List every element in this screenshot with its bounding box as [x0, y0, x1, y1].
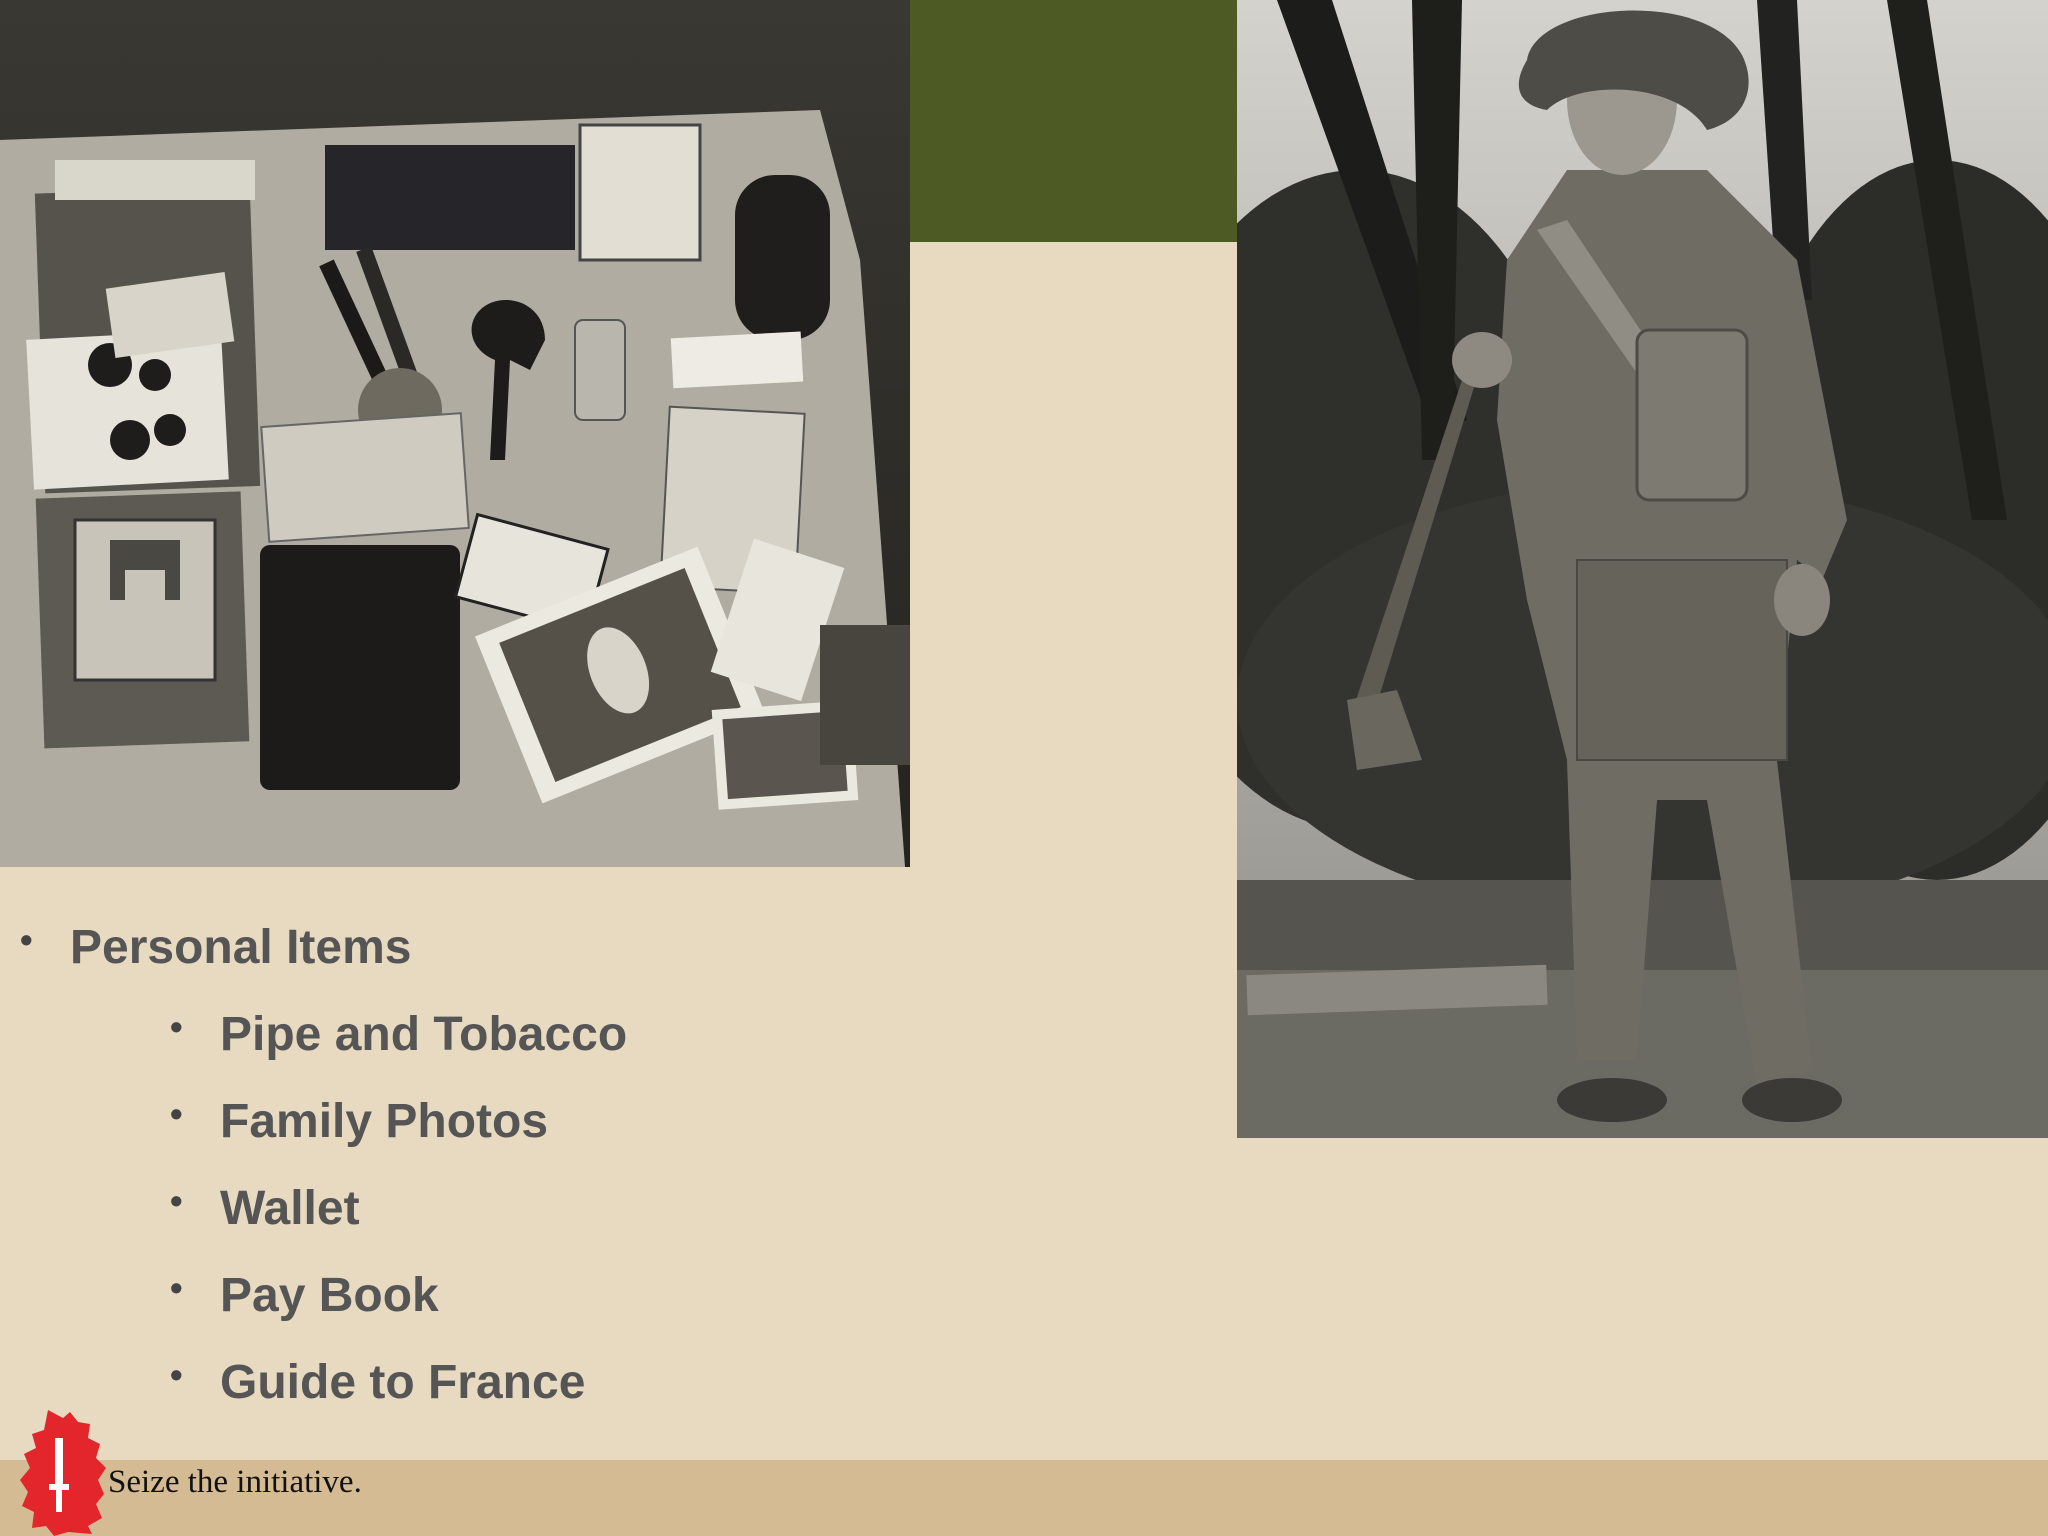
soldier-photo-illustration — [1237, 0, 2048, 1138]
accent-block — [910, 0, 1237, 242]
list-item — [170, 1094, 548, 1149]
list-item — [170, 1007, 627, 1062]
bullet-dot: • — [170, 1005, 183, 1047]
list-item-text: Guide to France — [220, 1356, 586, 1409]
bullet-dot: • — [170, 1266, 183, 1308]
bullet-dot: • — [170, 1179, 183, 1221]
list-heading — [20, 920, 411, 975]
list-item — [170, 1181, 360, 1236]
personal-items-photo-illustration — [0, 0, 910, 867]
bullet-dot: • — [170, 1353, 183, 1395]
bullet-dot: • — [170, 1092, 183, 1134]
logo-graphic — [18, 1408, 108, 1536]
list-item — [170, 1355, 585, 1410]
list-item-text: Pipe and Tobacco — [220, 1008, 628, 1061]
list-item — [170, 1268, 439, 1323]
footer-tagline: Seize the initiative. — [108, 1464, 362, 1500]
list-item-text: Wallet — [220, 1182, 360, 1235]
personal-items-photo — [0, 0, 910, 867]
list-heading-text: Personal Items — [70, 921, 412, 974]
bullet-dot: • — [20, 918, 33, 960]
list-item-text: Pay Book — [220, 1269, 439, 1322]
list-item-text: Family Photos — [220, 1095, 549, 1148]
soldier-photo — [1237, 0, 2048, 1138]
red-map-dagger-logo-icon — [18, 1408, 108, 1536]
